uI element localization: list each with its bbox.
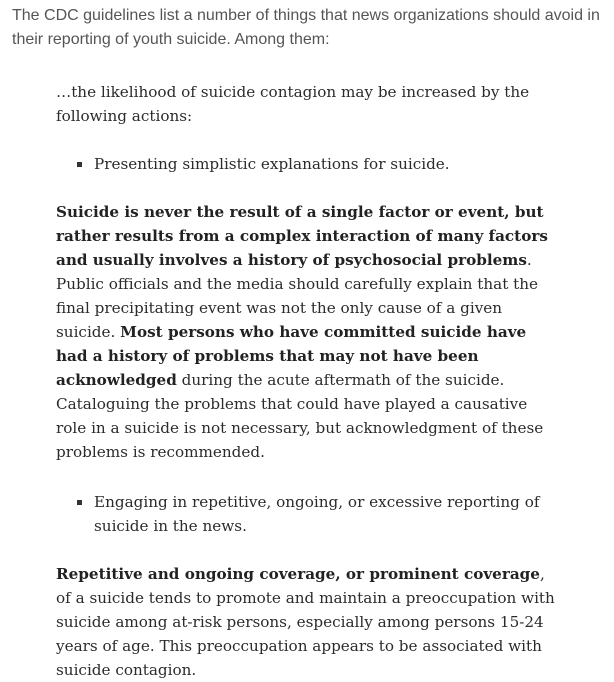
list-item-text: Presenting simplistic explanations for suicide.: [94, 155, 450, 173]
quote-paragraph: [56, 562, 556, 682]
bold-text: Most persons who have committed suicide have had a history of problems that may not have been acknowledged: [56, 323, 527, 389]
body-text: during the acute aftermath of the suicide. Cataloguing the problems that could have played a causative role in a suicide is not necessary, but acknowledgment of these problems is recommended.: [56, 371, 544, 461]
body-text: , of a suicide tends to promote and maintain a preoccupation with suicide among at-risk persons, especially among persons 15-24 years of age. This preoccupation appears to be associated with suicide contagion.: [56, 565, 555, 679]
list-item: [56, 490, 556, 538]
bold-text: Repetitive and ongoing coverage, or prominent coverage: [56, 565, 540, 583]
blockquote: [56, 80, 556, 682]
quote-paragraph: [56, 200, 556, 464]
intro-text: The CDC guidelines list a number of things that news organizations should avoid in their reporting of youth suicide. Among them:: [12, 7, 600, 48]
list-item: [56, 152, 556, 176]
quote-lead: …the likelihood of suicide contagion may be increased by the following actions:: [56, 83, 530, 125]
bullet-icon: [77, 162, 82, 167]
list-item-text: Engaging in repetitive, ongoing, or excessive reporting of suicide in the news.: [94, 493, 540, 535]
body-text: . Public officials and the media should carefully explain that the final precipitating event was not the only cause of a given suicide.: [56, 251, 539, 341]
bold-text: Suicide is never the result of a single factor or event, but rather results from a complex interaction of many factors and usually involves a history of psychosocial problems: [56, 203, 548, 269]
bullet-icon: [77, 500, 82, 505]
